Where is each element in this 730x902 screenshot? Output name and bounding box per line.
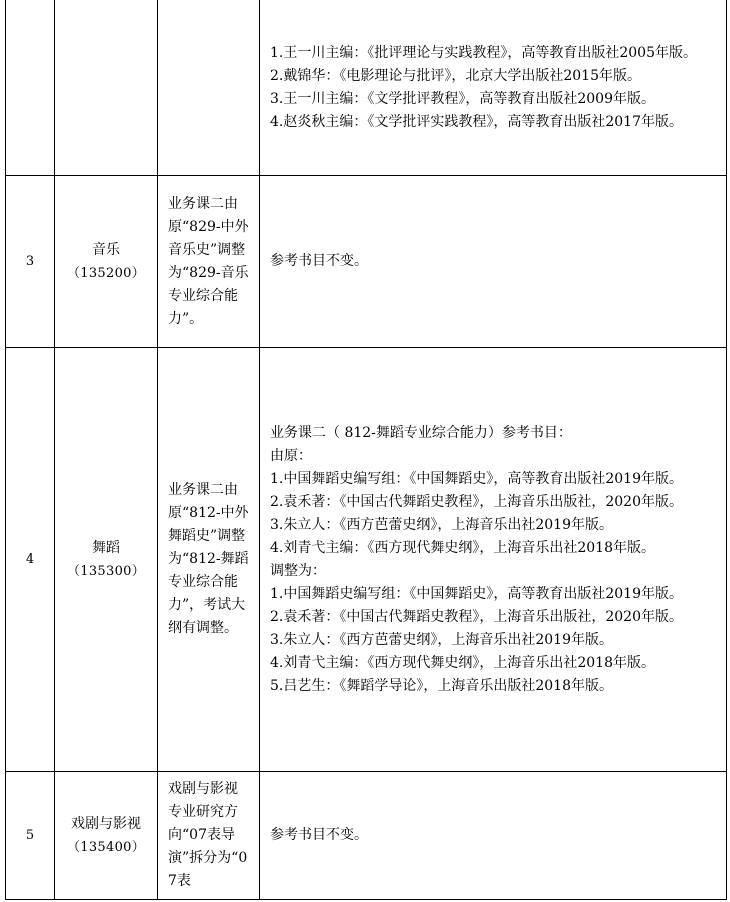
major-name: 戏剧与影视 (71, 815, 141, 832)
major-cell (55, 772, 158, 900)
row-index: 4 (25, 552, 35, 567)
major-name: 舞蹈 (92, 539, 120, 556)
major-cell (55, 348, 158, 772)
reference-line: 1.王一川主编：《批评理论与实践教程》，高等教育出版社2005年版。 (270, 44, 697, 61)
reference-line: 参考书目不变。 (270, 253, 368, 269)
note-cell (158, 176, 260, 348)
row-index-cell (6, 176, 55, 348)
reference-subheading: 调整为： (270, 562, 326, 579)
reference-line: 2.袁禾著：《中国古代舞蹈史教程》，上海音乐出版社，2020年版。 (270, 493, 683, 510)
reference-cell (260, 176, 727, 348)
reference-cell (260, 0, 727, 176)
adjustment-note: 业务课二由原“812-中外舞蹈史”调整为“812-舞蹈专业综合能力”，考试大纲有调整。 (168, 482, 249, 636)
reference-cell (260, 348, 727, 772)
major-cell (55, 176, 158, 348)
reference-line: 1.中国舞蹈史编写组：《中国舞蹈史》，高等教育出版社2019年版。 (270, 585, 683, 602)
table-row (6, 348, 727, 772)
reference-list (260, 419, 726, 701)
reference-heading: 业务课二（ 812-舞蹈专业综合能力）参考书目： (270, 424, 572, 441)
reference-table (5, 0, 727, 900)
row-index-cell (6, 772, 55, 900)
reference-line: 4.赵炎秋主编：《文学批评实践教程》，高等教育出版社2017年版。 (270, 113, 683, 130)
major-name: 音乐 (92, 241, 120, 258)
reference-cell (260, 772, 727, 900)
reference-line: 2.袁禾著：《中国古代舞蹈史教程》，上海音乐出版社，2020年版。 (270, 608, 683, 625)
reference-list (260, 39, 726, 137)
row-index-cell (6, 348, 55, 772)
reference-subheading: 由原： (270, 447, 312, 464)
reference-line: 4.刘青弋主编：《西方现代舞史纲》，上海音乐出社2018年版。 (270, 654, 655, 671)
major-code: （135300） (66, 563, 146, 579)
reference-list (260, 821, 726, 850)
row-index-cell (6, 0, 55, 176)
reference-line: 3.朱立人：《西方芭蕾史纲》，上海音乐出社2019年版。 (270, 516, 613, 533)
major-code: （135200） (66, 265, 146, 281)
note-cell (158, 348, 260, 772)
row-index: 3 (25, 254, 35, 269)
reference-line: 3.王一川主编：《文学批评教程》，高等教育出版社2009年版。 (270, 90, 655, 107)
reference-line: 1.中国舞蹈史编写组：《中国舞蹈史》，高等教育出版社2019年版。 (270, 470, 683, 487)
row-index: 5 (25, 828, 35, 843)
note-cell (158, 0, 260, 176)
table-row (6, 176, 727, 348)
reference-line: 5.吕艺生：《舞蹈学导论》，上海音乐出版社2018年版。 (270, 677, 613, 694)
reference-line: 4.刘青弋主编：《西方现代舞史纲》，上海音乐出社2018年版。 (270, 539, 655, 556)
reference-line: 参考书目不变。 (270, 827, 368, 843)
reference-line: 2.戴锦华：《电影理论与批评》，北京大学出版社2015年版。 (270, 67, 641, 84)
table-row (6, 772, 727, 900)
note-cell (158, 772, 260, 900)
adjustment-note: 戏剧与影视专业研究方向“07表导演”拆分为“07表 (168, 781, 248, 889)
adjustment-note: 业务课二由原“829-中外音乐史”调整为“829-音乐专业综合能力”。 (168, 195, 249, 327)
major-cell (55, 0, 158, 176)
major-code: （135400） (66, 839, 146, 855)
table-row (6, 0, 727, 176)
reference-line: 3.朱立人：《西方芭蕾史纲》，上海音乐出社2019年版。 (270, 631, 613, 648)
reference-list (260, 247, 726, 276)
